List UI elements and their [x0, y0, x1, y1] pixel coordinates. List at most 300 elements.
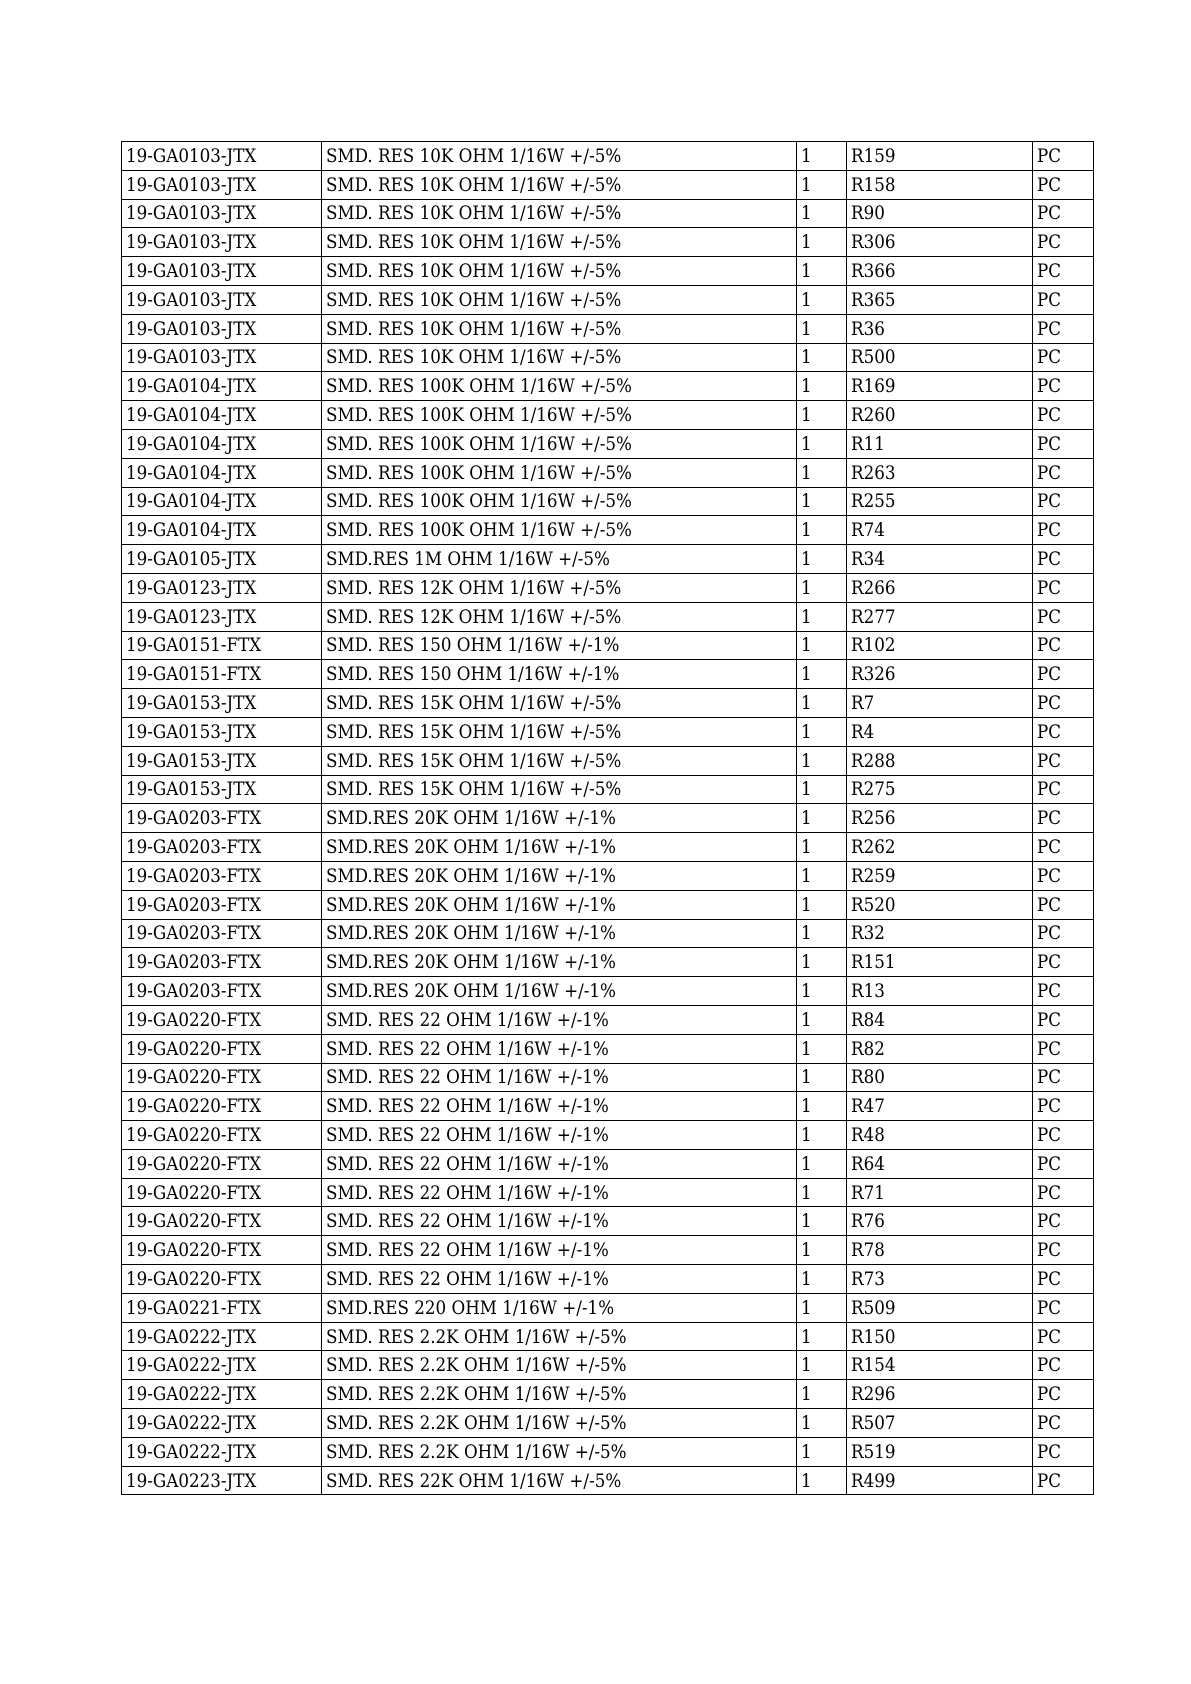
description-cell — [322, 977, 797, 1006]
reference-designator-cell — [847, 861, 1033, 890]
reference-designator-text: R306 — [851, 231, 896, 254]
part-number-cell — [122, 890, 322, 919]
unit-cell — [1033, 631, 1094, 660]
part-number-cell — [122, 458, 322, 487]
description-cell — [322, 228, 797, 257]
quantity-text: 1 — [801, 692, 812, 715]
reference-designator-cell — [847, 458, 1033, 487]
reference-designator-cell — [847, 1265, 1033, 1294]
quantity-text: 1 — [801, 1440, 812, 1463]
quantity-cell — [797, 545, 847, 574]
unit-text: PC — [1037, 346, 1062, 369]
table-row — [122, 545, 1094, 574]
description-cell — [322, 919, 797, 948]
reference-designator-text: R277 — [851, 605, 896, 628]
description-text: SMD. RES 100K OHM 1/16W +/-5% — [326, 461, 632, 484]
reference-designator-text: R4 — [851, 720, 875, 743]
description-cell — [322, 1409, 797, 1438]
table-row — [122, 487, 1094, 516]
unit-text: PC — [1037, 1152, 1062, 1175]
quantity-text: 1 — [801, 1267, 812, 1290]
quantity-text: 1 — [801, 202, 812, 225]
description-cell — [322, 429, 797, 458]
unit-text: PC — [1037, 1008, 1062, 1031]
reference-designator-cell — [847, 631, 1033, 660]
table-row — [122, 602, 1094, 631]
description-text: SMD.RES 1M OHM 1/16W +/-5% — [326, 548, 610, 571]
part-number-text: 19-GA0151-FTX — [126, 634, 262, 657]
part-number-cell — [122, 1293, 322, 1322]
table-row — [122, 977, 1094, 1006]
quantity-cell — [797, 343, 847, 372]
table-row — [122, 775, 1094, 804]
description-text: SMD. RES 15K OHM 1/16W +/-5% — [326, 778, 622, 801]
quantity-cell — [797, 1265, 847, 1294]
description-cell — [322, 1149, 797, 1178]
description-text: SMD.RES 20K OHM 1/16W +/-1% — [326, 922, 616, 945]
description-text: SMD. RES 22 OHM 1/16W +/-1% — [326, 1152, 609, 1175]
part-number-text: 19-GA0220-FTX — [126, 1095, 262, 1118]
quantity-cell — [797, 429, 847, 458]
description-cell — [322, 833, 797, 862]
unit-text: PC — [1037, 836, 1062, 859]
description-text: SMD. RES 2.2K OHM 1/16W +/-5% — [326, 1383, 627, 1406]
quantity-cell — [797, 631, 847, 660]
unit-cell — [1033, 1322, 1094, 1351]
quantity-cell — [797, 1034, 847, 1063]
reference-designator-cell — [847, 487, 1033, 516]
reference-designator-text: R74 — [851, 519, 885, 542]
part-number-cell — [122, 660, 322, 689]
reference-designator-cell — [847, 1149, 1033, 1178]
unit-cell — [1033, 804, 1094, 833]
description-text: SMD. RES 22 OHM 1/16W +/-1% — [326, 1037, 609, 1060]
unit-text: PC — [1037, 1123, 1062, 1146]
quantity-cell — [797, 458, 847, 487]
part-number-cell — [122, 1466, 322, 1495]
table-row — [122, 660, 1094, 689]
reference-designator-text: R259 — [851, 864, 896, 887]
part-number-text: 19-GA0103-JTX — [126, 288, 257, 311]
part-number-cell — [122, 775, 322, 804]
part-number-text: 19-GA0153-JTX — [126, 692, 257, 715]
bom-table-body — [122, 142, 1094, 1495]
quantity-text: 1 — [801, 1008, 812, 1031]
unit-text: PC — [1037, 1411, 1062, 1434]
reference-designator-cell — [847, 372, 1033, 401]
part-number-text: 19-GA0104-JTX — [126, 519, 257, 542]
unit-text: PC — [1037, 519, 1062, 542]
unit-text: PC — [1037, 1469, 1062, 1492]
unit-text: PC — [1037, 749, 1062, 772]
quantity-cell — [797, 1207, 847, 1236]
description-cell — [322, 1005, 797, 1034]
reference-designator-cell — [847, 1063, 1033, 1092]
table-row — [122, 257, 1094, 286]
part-number-text: 19-GA0203-FTX — [126, 922, 262, 945]
quantity-text: 1 — [801, 490, 812, 513]
reference-designator-text: R266 — [851, 576, 896, 599]
quantity-cell — [797, 775, 847, 804]
reference-designator-cell — [847, 314, 1033, 343]
unit-cell — [1033, 948, 1094, 977]
reference-designator-cell — [847, 1005, 1033, 1034]
description-cell — [322, 1092, 797, 1121]
quantity-text: 1 — [801, 519, 812, 542]
unit-cell — [1033, 833, 1094, 862]
reference-designator-cell — [847, 602, 1033, 631]
part-number-text: 19-GA0223-JTX — [126, 1469, 257, 1492]
reference-designator-cell — [847, 228, 1033, 257]
part-number-cell — [122, 919, 322, 948]
unit-text: PC — [1037, 490, 1062, 513]
quantity-cell — [797, 1092, 847, 1121]
part-number-text: 19-GA0123-JTX — [126, 605, 257, 628]
quantity-text: 1 — [801, 317, 812, 340]
description-cell — [322, 660, 797, 689]
description-cell — [322, 1351, 797, 1380]
unit-text: PC — [1037, 144, 1062, 167]
part-number-text: 19-GA0203-FTX — [126, 893, 262, 916]
table-row — [122, 631, 1094, 660]
quantity-cell — [797, 717, 847, 746]
quantity-cell — [797, 977, 847, 1006]
reference-designator-cell — [847, 573, 1033, 602]
quantity-cell — [797, 833, 847, 862]
reference-designator-cell — [847, 401, 1033, 430]
part-number-cell — [122, 1149, 322, 1178]
table-row — [122, 861, 1094, 890]
part-number-text: 19-GA0151-FTX — [126, 663, 262, 686]
description-text: SMD. RES 2.2K OHM 1/16W +/-5% — [326, 1325, 627, 1348]
unit-cell — [1033, 1005, 1094, 1034]
part-number-text: 19-GA0222-JTX — [126, 1440, 257, 1463]
description-text: SMD.RES 20K OHM 1/16W +/-1% — [326, 807, 616, 830]
unit-cell — [1033, 343, 1094, 372]
reference-designator-cell — [847, 257, 1033, 286]
part-number-text: 19-GA0153-JTX — [126, 749, 257, 772]
description-cell — [322, 545, 797, 574]
part-number-cell — [122, 516, 322, 545]
description-text: SMD. RES 10K OHM 1/16W +/-5% — [326, 288, 622, 311]
quantity-cell — [797, 1466, 847, 1495]
unit-cell — [1033, 660, 1094, 689]
description-cell — [322, 890, 797, 919]
reference-designator-cell — [847, 1437, 1033, 1466]
quantity-cell — [797, 1063, 847, 1092]
part-number-cell — [122, 545, 322, 574]
part-number-cell — [122, 142, 322, 171]
quantity-cell — [797, 401, 847, 430]
unit-cell — [1033, 1063, 1094, 1092]
description-text: SMD. RES 10K OHM 1/16W +/-5% — [326, 231, 622, 254]
description-cell — [322, 804, 797, 833]
reference-designator-text: R260 — [851, 404, 896, 427]
part-number-text: 19-GA0203-FTX — [126, 864, 262, 887]
description-text: SMD. RES 2.2K OHM 1/16W +/-5% — [326, 1354, 627, 1377]
quantity-text: 1 — [801, 1354, 812, 1377]
table-row — [122, 1149, 1094, 1178]
quantity-text: 1 — [801, 432, 812, 455]
quantity-text: 1 — [801, 1095, 812, 1118]
unit-text: PC — [1037, 461, 1062, 484]
reference-designator-text: R255 — [851, 490, 896, 513]
quantity-text: 1 — [801, 951, 812, 974]
unit-cell — [1033, 314, 1094, 343]
table-row — [122, 1092, 1094, 1121]
unit-cell — [1033, 170, 1094, 199]
table-row — [122, 372, 1094, 401]
description-text: SMD.RES 20K OHM 1/16W +/-1% — [326, 836, 616, 859]
table-row — [122, 429, 1094, 458]
part-number-cell — [122, 401, 322, 430]
description-cell — [322, 1207, 797, 1236]
unit-cell — [1033, 142, 1094, 171]
quantity-text: 1 — [801, 663, 812, 686]
description-text: SMD. RES 100K OHM 1/16W +/-5% — [326, 519, 632, 542]
reference-designator-text: R90 — [851, 202, 885, 225]
table-row — [122, 1409, 1094, 1438]
unit-cell — [1033, 689, 1094, 718]
table-row — [122, 833, 1094, 862]
unit-cell — [1033, 516, 1094, 545]
unit-cell — [1033, 1092, 1094, 1121]
description-cell — [322, 1265, 797, 1294]
table-row — [122, 170, 1094, 199]
reference-designator-cell — [847, 977, 1033, 1006]
quantity-text: 1 — [801, 1123, 812, 1146]
reference-designator-cell — [847, 833, 1033, 862]
part-number-cell — [122, 573, 322, 602]
unit-cell — [1033, 487, 1094, 516]
description-cell — [322, 314, 797, 343]
description-text: SMD. RES 15K OHM 1/16W +/-5% — [326, 749, 622, 772]
quantity-cell — [797, 602, 847, 631]
reference-designator-text: R509 — [851, 1296, 896, 1319]
part-number-cell — [122, 285, 322, 314]
unit-text: PC — [1037, 404, 1062, 427]
part-number-text: 19-GA0222-JTX — [126, 1354, 257, 1377]
quantity-cell — [797, 861, 847, 890]
part-number-cell — [122, 1034, 322, 1063]
description-cell — [322, 631, 797, 660]
description-cell — [322, 1236, 797, 1265]
quantity-text: 1 — [801, 1411, 812, 1434]
quantity-text: 1 — [801, 1037, 812, 1060]
part-number-cell — [122, 170, 322, 199]
part-number-text: 19-GA0220-FTX — [126, 1123, 262, 1146]
description-text: SMD. RES 22 OHM 1/16W +/-1% — [326, 1267, 609, 1290]
part-number-cell — [122, 1121, 322, 1150]
reference-designator-text: R11 — [851, 432, 885, 455]
description-cell — [322, 746, 797, 775]
description-cell — [322, 516, 797, 545]
unit-text: PC — [1037, 260, 1062, 283]
table-row — [122, 458, 1094, 487]
reference-designator-cell — [847, 689, 1033, 718]
quantity-cell — [797, 199, 847, 228]
reference-designator-text: R326 — [851, 663, 896, 686]
reference-designator-cell — [847, 1351, 1033, 1380]
quantity-text: 1 — [801, 231, 812, 254]
unit-text: PC — [1037, 951, 1062, 974]
quantity-cell — [797, 1351, 847, 1380]
unit-cell — [1033, 746, 1094, 775]
description-text: SMD. RES 15K OHM 1/16W +/-5% — [326, 720, 622, 743]
reference-designator-text: R366 — [851, 260, 896, 283]
quantity-cell — [797, 890, 847, 919]
quantity-cell — [797, 228, 847, 257]
description-cell — [322, 1437, 797, 1466]
table-row — [122, 1466, 1094, 1495]
description-cell — [322, 1178, 797, 1207]
quantity-text: 1 — [801, 720, 812, 743]
reference-designator-cell — [847, 660, 1033, 689]
description-text: SMD. RES 22 OHM 1/16W +/-1% — [326, 1066, 609, 1089]
unit-text: PC — [1037, 1095, 1062, 1118]
table-row — [122, 401, 1094, 430]
quantity-text: 1 — [801, 346, 812, 369]
reference-designator-text: R32 — [851, 922, 885, 945]
description-cell — [322, 775, 797, 804]
part-number-cell — [122, 717, 322, 746]
part-number-cell — [122, 372, 322, 401]
description-text: SMD. RES 12K OHM 1/16W +/-5% — [326, 605, 622, 628]
quantity-cell — [797, 1437, 847, 1466]
reference-designator-text: R7 — [851, 692, 875, 715]
quantity-text: 1 — [801, 1181, 812, 1204]
unit-text: PC — [1037, 288, 1062, 311]
table-row — [122, 343, 1094, 372]
part-number-cell — [122, 1236, 322, 1265]
part-number-cell — [122, 1351, 322, 1380]
unit-text: PC — [1037, 893, 1062, 916]
table-row — [122, 314, 1094, 343]
unit-cell — [1033, 199, 1094, 228]
quantity-cell — [797, 516, 847, 545]
part-number-text: 19-GA0103-JTX — [126, 317, 257, 340]
part-number-text: 19-GA0221-FTX — [126, 1296, 262, 1319]
part-number-text: 19-GA0222-JTX — [126, 1325, 257, 1348]
reference-designator-text: R158 — [851, 173, 896, 196]
reference-designator-cell — [847, 890, 1033, 919]
quantity-text: 1 — [801, 1383, 812, 1406]
quantity-cell — [797, 142, 847, 171]
unit-text: PC — [1037, 663, 1062, 686]
unit-text: PC — [1037, 807, 1062, 830]
description-cell — [322, 1121, 797, 1150]
description-text: SMD. RES 10K OHM 1/16W +/-5% — [326, 346, 622, 369]
table-row — [122, 1121, 1094, 1150]
reference-designator-text: R82 — [851, 1037, 885, 1060]
description-cell — [322, 689, 797, 718]
description-cell — [322, 170, 797, 199]
unit-text: PC — [1037, 692, 1062, 715]
description-text: SMD. RES 10K OHM 1/16W +/-5% — [326, 317, 622, 340]
reference-designator-text: R102 — [851, 634, 896, 657]
part-number-cell — [122, 833, 322, 862]
part-number-cell — [122, 602, 322, 631]
reference-designator-text: R288 — [851, 749, 896, 772]
reference-designator-cell — [847, 1092, 1033, 1121]
reference-designator-text: R296 — [851, 1383, 896, 1406]
unit-text: PC — [1037, 605, 1062, 628]
part-number-cell — [122, 257, 322, 286]
part-number-cell — [122, 1380, 322, 1409]
quantity-text: 1 — [801, 375, 812, 398]
unit-text: PC — [1037, 432, 1062, 455]
description-text: SMD. RES 22K OHM 1/16W +/-5% — [326, 1469, 622, 1492]
reference-designator-cell — [847, 1121, 1033, 1150]
unit-cell — [1033, 977, 1094, 1006]
part-number-text: 19-GA0220-FTX — [126, 1210, 262, 1233]
description-cell — [322, 142, 797, 171]
description-cell — [322, 487, 797, 516]
table-row — [122, 285, 1094, 314]
description-text: SMD.RES 220 OHM 1/16W +/-1% — [326, 1296, 615, 1319]
part-number-cell — [122, 1092, 322, 1121]
unit-cell — [1033, 458, 1094, 487]
table-row — [122, 746, 1094, 775]
quantity-cell — [797, 689, 847, 718]
part-number-text: 19-GA0220-FTX — [126, 1239, 262, 1262]
part-number-text: 19-GA0104-JTX — [126, 461, 257, 484]
part-number-cell — [122, 343, 322, 372]
part-number-cell — [122, 1178, 322, 1207]
quantity-cell — [797, 1293, 847, 1322]
unit-cell — [1033, 257, 1094, 286]
description-text: SMD. RES 15K OHM 1/16W +/-5% — [326, 692, 622, 715]
description-cell — [322, 372, 797, 401]
reference-designator-text: R13 — [851, 980, 885, 1002]
part-number-text: 19-GA0153-JTX — [126, 720, 257, 743]
reference-designator-cell — [847, 775, 1033, 804]
unit-text: PC — [1037, 173, 1062, 196]
reference-designator-text: R365 — [851, 288, 896, 311]
unit-text: PC — [1037, 922, 1062, 945]
reference-designator-text: R520 — [851, 893, 896, 916]
table-row — [122, 804, 1094, 833]
reference-designator-text: R154 — [851, 1354, 896, 1377]
unit-cell — [1033, 1437, 1094, 1466]
reference-designator-cell — [847, 948, 1033, 977]
unit-text: PC — [1037, 375, 1062, 398]
quantity-text: 1 — [801, 1325, 812, 1348]
unit-cell — [1033, 890, 1094, 919]
quantity-text: 1 — [801, 461, 812, 484]
description-text: SMD. RES 150 OHM 1/16W +/-1% — [326, 663, 620, 686]
part-number-cell — [122, 429, 322, 458]
part-number-text: 19-GA0104-JTX — [126, 404, 257, 427]
quantity-cell — [797, 1322, 847, 1351]
part-number-text: 19-GA0105-JTX — [126, 548, 257, 571]
part-number-text: 19-GA0103-JTX — [126, 202, 257, 225]
quantity-text: 1 — [801, 576, 812, 599]
unit-cell — [1033, 1466, 1094, 1495]
bom-table — [121, 141, 1094, 1495]
quantity-text: 1 — [801, 1210, 812, 1233]
reference-designator-text: R78 — [851, 1239, 885, 1262]
reference-designator-text: R36 — [851, 317, 885, 340]
unit-cell — [1033, 1207, 1094, 1236]
unit-cell — [1033, 717, 1094, 746]
description-text: SMD. RES 10K OHM 1/16W +/-5% — [326, 202, 622, 225]
reference-designator-text: R507 — [851, 1411, 896, 1434]
description-text: SMD. RES 22 OHM 1/16W +/-1% — [326, 1008, 609, 1031]
quantity-text: 1 — [801, 260, 812, 283]
table-row — [122, 1034, 1094, 1063]
unit-text: PC — [1037, 778, 1062, 801]
